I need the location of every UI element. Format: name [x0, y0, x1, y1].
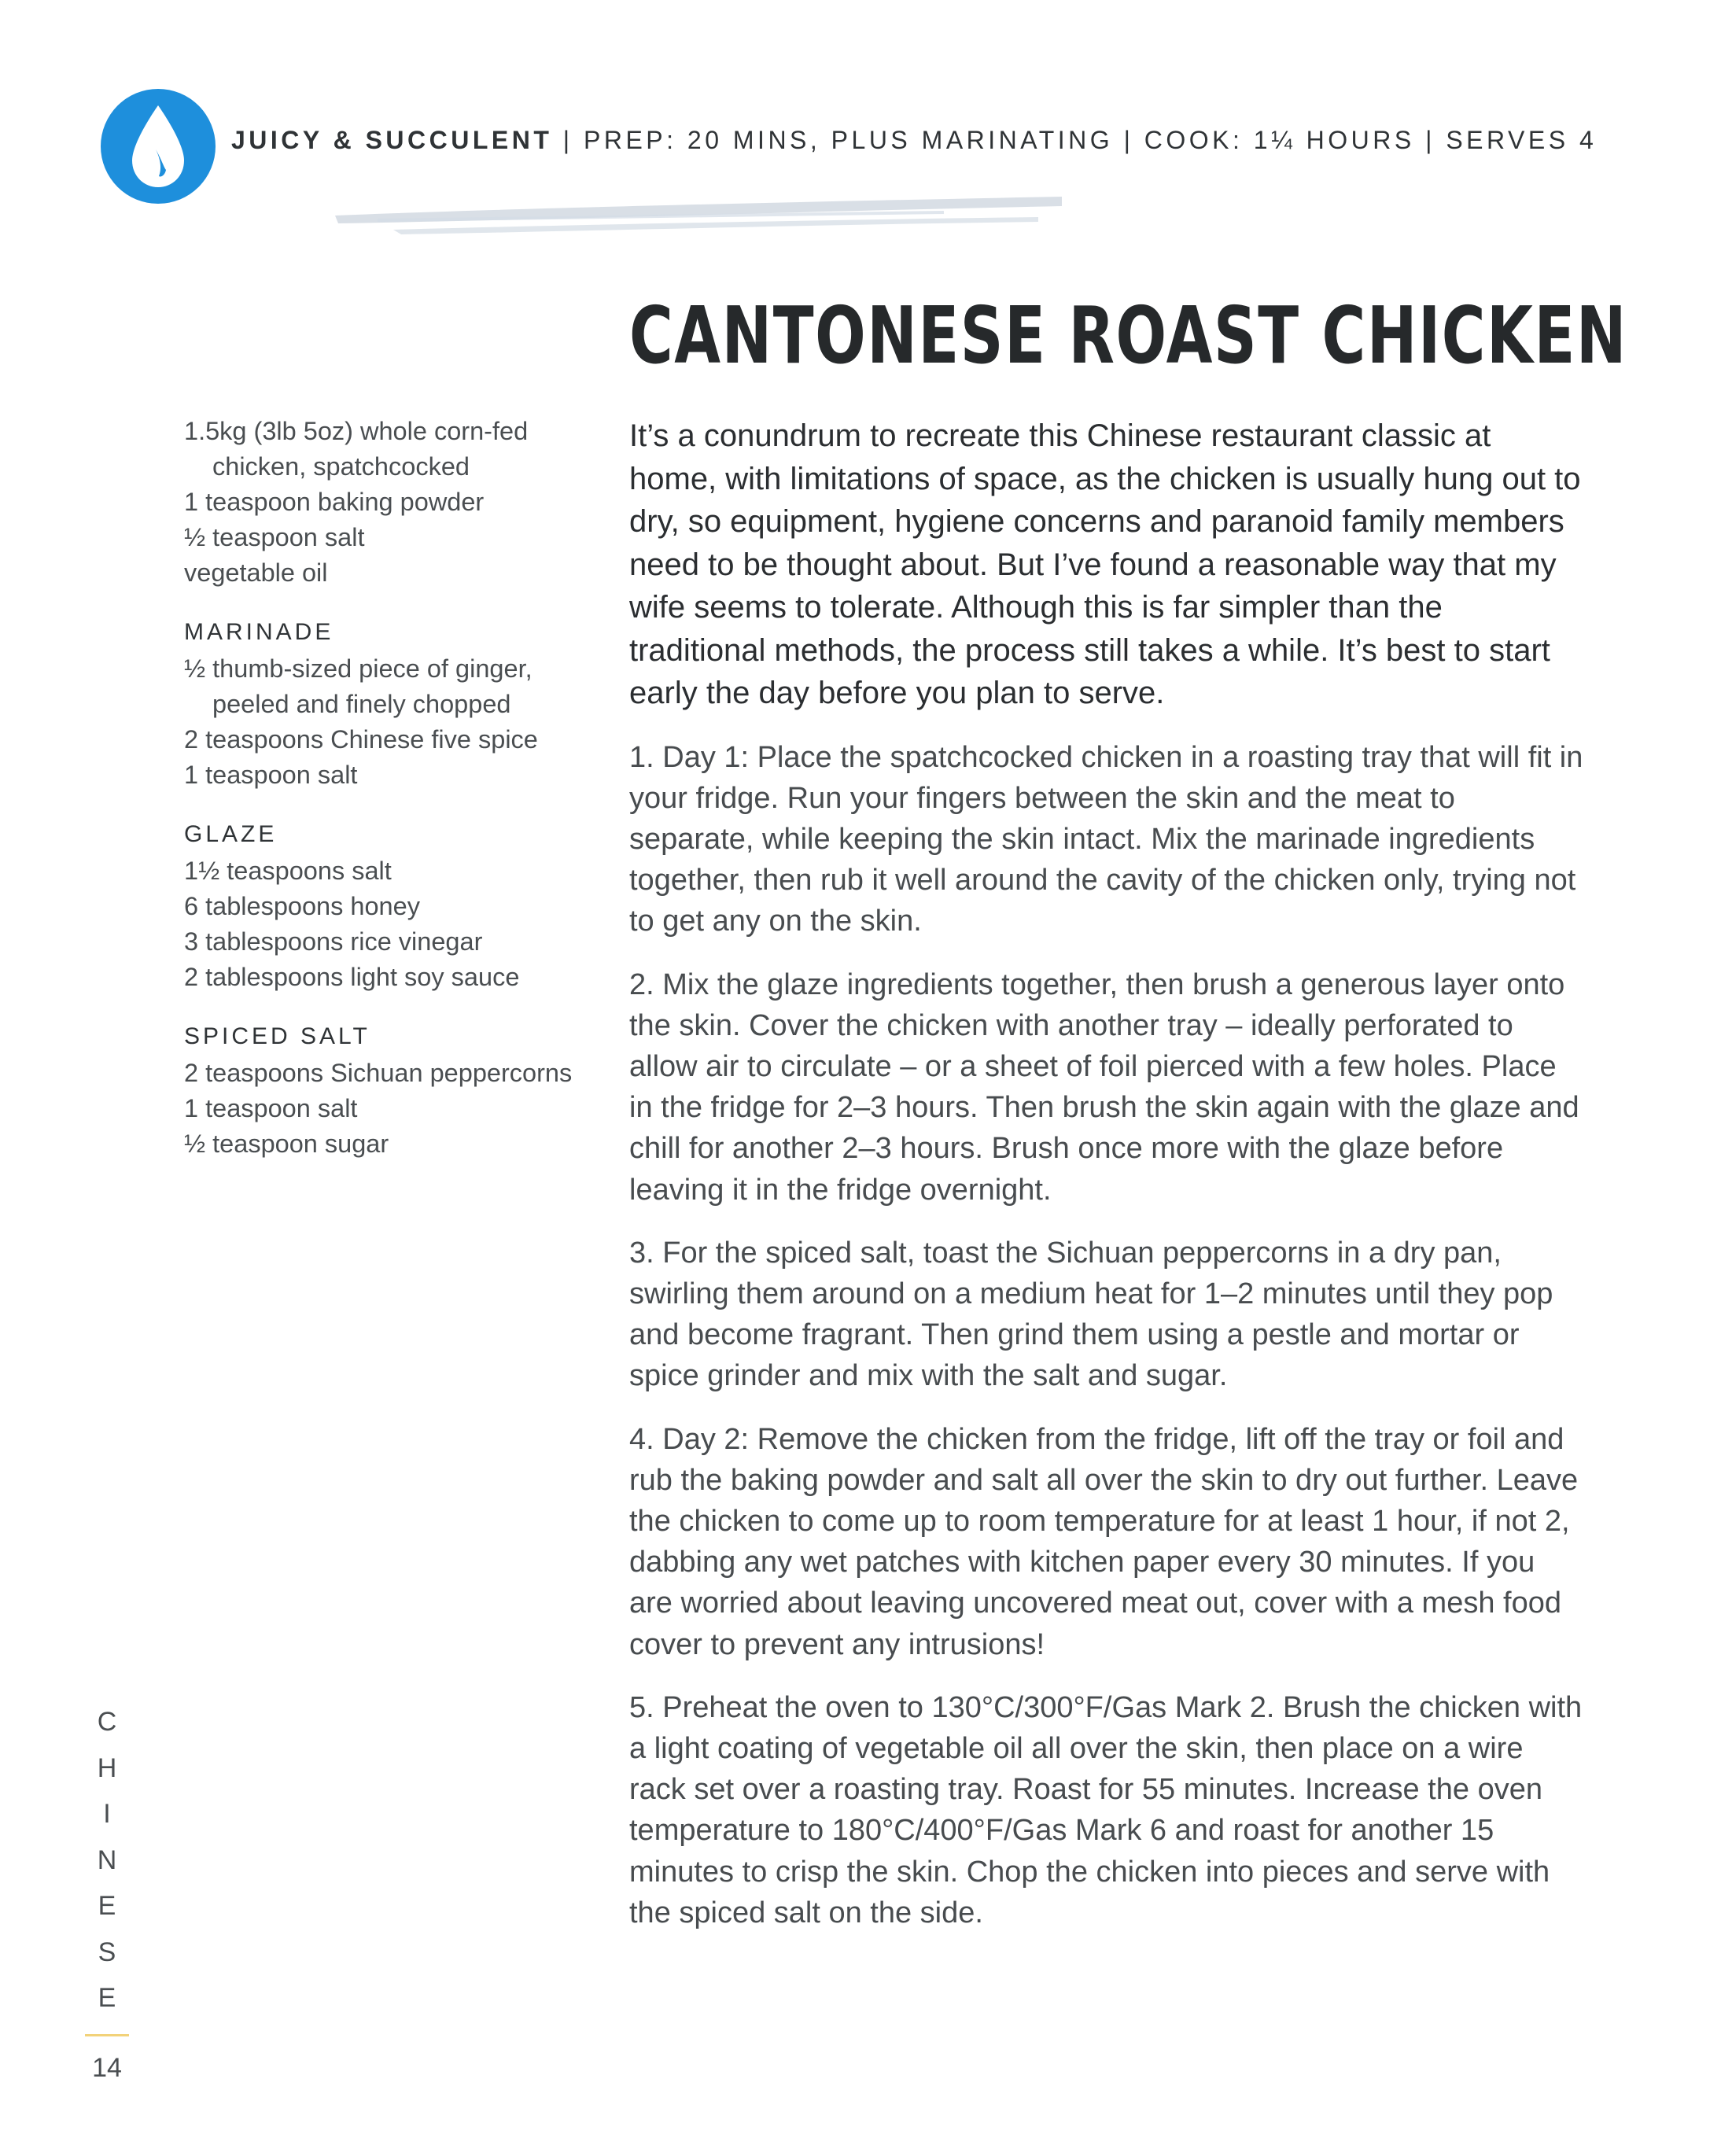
method-step: 2. Mix the glaze ingredients together, then brush a generous layer onto the skin. Cover the chicken with another tray – ideally perforated to allow air to circulate – or a sheet of foil pierced with a few holes. Place in the fridge for 2–3 hours. Then brush the skin again with the glaze and chill for another 2–3 hours. Brush once more with the glaze before leaving it in the fridge overnight. — [629, 967, 1579, 1207]
ingredient-item: vegetable oil — [184, 558, 328, 587]
method-step: 5. Preheat the oven to 130°C/300°F/Gas Mark 2. Brush the chicken with a light coating of vegetable oil all over the skin, then place on a wire rack set over a roasting tray. Roast for 55 minutes. Increase the oven temperature to 180°C/400°F/Gas Mark 6 and roast for another 15 minutes to crisp the skin. Chop the chicken into pieces and serve with the spiced salt on the side. — [629, 1690, 1583, 1929]
ingredient-item: ½ teaspoon salt — [184, 523, 365, 551]
method-step: 1. Day 1: Place the spatchcocked chicken in a roasting tray that will fit in your fridge. Run your fingers between the skin and the meat to separate, while keeping the skin intact. Mix the marinade ingredients together, then rub it well around the cavity of the chicken only, trying not to get any on the skin. — [629, 740, 1583, 938]
ingredient-item: 1½ teaspoons salt — [184, 857, 392, 885]
chapter-letter: E — [98, 1891, 116, 1921]
ingredient-item: 1 teaspoon baking powder — [184, 488, 485, 516]
recipe-info-line — [231, 126, 1598, 155]
chapter-letter: H — [97, 1752, 117, 1783]
recipe-intro: It’s a conundrum to recreate this Chinese restaurant classic at home, with limitations of space, as the chicken is usually hung out to dry, so equipment, hygiene concerns and paranoid family members need to be thought about. But I’ve found a reasonable way that my wife seems to tolerate. Although this is far simpler than the traditional methods, the process still takes a while. It’s best to start early the day before you plan to serve. — [629, 418, 1581, 710]
ingredients-list — [184, 414, 593, 1185]
ingredients-spiced-salt — [184, 1019, 593, 1162]
method-column — [629, 415, 1585, 1955]
recipe-title: CANTONESE ROAST CHICKEN — [629, 289, 1628, 381]
chapter-divider — [85, 2034, 129, 2036]
ingredient-item: ½ thumb-sized piece of ginger, peeled and finely chopped — [184, 654, 533, 718]
chapter-side-tab — [91, 1699, 123, 2021]
chapter-letter: E — [98, 1983, 116, 2013]
glaze-heading: GLAZE — [184, 821, 278, 847]
ingredients-glaze — [184, 816, 593, 995]
ingredient-item: 1.5kg (3lb 5oz) whole corn-fed chicken, spatchcocked — [184, 417, 529, 481]
brush-stroke-decoration — [330, 189, 1070, 244]
chapter-letter: N — [97, 1845, 117, 1875]
ingredient-item: 2 teaspoons Chinese five spice — [184, 725, 538, 754]
page-number: 14 — [92, 2053, 122, 2083]
spiced-salt-heading: SPICED SALT — [184, 1023, 370, 1049]
ingredient-item: 1 teaspoon salt — [184, 761, 358, 789]
ingredient-item: 3 tablespoons rice vinegar — [184, 927, 483, 956]
ingredient-item: 1 teaspoon salt — [184, 1094, 358, 1122]
marinade-heading: MARINADE — [184, 619, 334, 645]
recipe-details: | PREP: 20 MINS, PLUS MARINATING | COOK: 1¼ HOURS | SERVES 4 — [552, 126, 1598, 154]
method-step: 3. For the spiced salt, toast the Sichuan peppercorns in a dry pan, swirling them around on a medium heat for 1–2 minutes until they pop and become fragrant. Then grind them using a pestle and mortar or spice grinder and mix with the salt and sugar. — [629, 1236, 1553, 1393]
ingredient-item: ½ teaspoon sugar — [184, 1130, 389, 1158]
ingredient-item: 2 tablespoons light soy sauce — [184, 963, 520, 991]
chapter-letter: S — [98, 1937, 116, 1967]
ingredient-item: 6 tablespoons honey — [184, 892, 420, 920]
chapter-letter: I — [103, 1799, 111, 1829]
ingredient-item: 2 teaspoons Sichuan peppercorns — [184, 1059, 573, 1087]
ingredients-main — [184, 414, 593, 591]
recipe-tagline: JUICY & SUCCULENT — [231, 126, 553, 154]
ingredients-marinade — [184, 614, 593, 793]
water-drop-badge — [101, 89, 216, 204]
water-drop-icon — [124, 102, 192, 190]
method-step: 4. Day 2: Remove the chicken from the fridge, lift off the tray or foil and rub the baking powder and salt all over the skin to dry out further. Leave the chicken to come up to room temperature for at least 1 hour, if not 2, dabbing any wet patches with kitchen paper every 30 minutes. If you are worried about leaving uncovered meat out, cover with a mesh food cover to prevent any intrusions! — [629, 1422, 1579, 1661]
chapter-letter: C — [97, 1707, 117, 1737]
